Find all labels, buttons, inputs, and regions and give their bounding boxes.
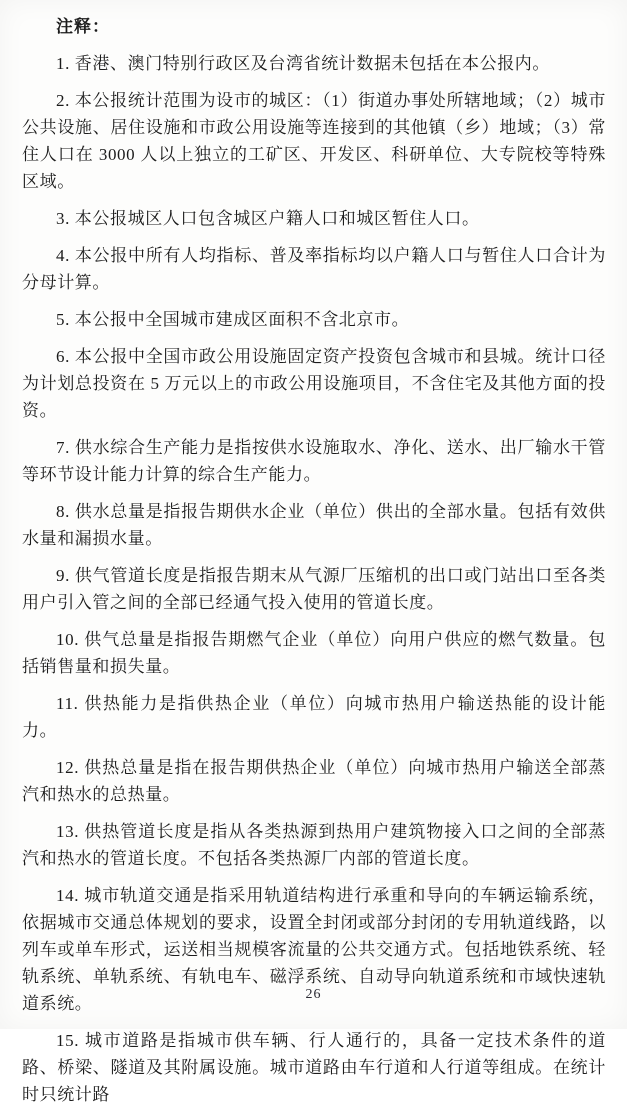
note-15: 15. 城市道路是指城市供车辆、行人通行的，具备一定技术条件的道路、桥梁、隧道及其附属设施。城市道路由车行道和人行道等组成。在统计时只统计路 (22, 1031, 606, 1104)
note-11: 11. 供热能力是指供热企业（单位）向城市热用户输送热能的设计能力。 (22, 694, 606, 740)
note-9: 9. 供气管道长度是指报告期末从气源厂压缩机的出口或门站出口至各类用户引入管之间的全部已经通气投入使用的管道长度。 (22, 566, 606, 612)
note-7: 7. 供水综合生产能力是指按供水设施取水、净化、送水、出厂输水干管等环节设计能力计算的综合生产能力。 (22, 438, 606, 484)
note-10: 10. 供气总量是指报告期燃气企业（单位）向用户供应的燃气数量。包括销售量和损失量。 (22, 630, 606, 676)
note-5: 5. 本公报中全国城市建成区面积不含北京市。 (56, 310, 410, 329)
note-8: 8. 供水总量是指报告期供水企业（单位）供出的全部水量。包括有效供水量和漏损水量。 (22, 502, 606, 548)
notes-section (22, 13, 606, 1108)
note-3: 3. 本公报城区人口包含城区户籍人口和城区暂住人口。 (56, 209, 480, 228)
note-12: 12. 供热总量是指在报告期供热企业（单位）向城市热用户输送全部蒸汽和热水的总热量。 (22, 758, 606, 804)
note-2: 2. 本公报统计范围为设市的城区：（1）街道办事处所辖地域；（2）城市公共设施、居住设施和市政公用设施等连接到的其他镇（乡）地域；（3）常住人口在 3000 人以上独立的工矿区、开发区、科研单位、大专院校等特殊区域。 (22, 91, 606, 191)
page-number: 26 (305, 987, 322, 1002)
note-6: 6. 本公报中全国市政公用设施固定资产投资包含城市和县城。统计口径为计划总投资在 5 万元以上的市政公用设施项目，不含住宅及其他方面的投资。 (22, 347, 606, 420)
note-13: 13. 供热管道长度是指从各类热源到热用户建筑物接入口之间的全部蒸汽和热水的管道长度。不包括各类热源厂内部的管道长度。 (22, 822, 606, 868)
note-14: 14. 城市轨道交通是指采用轨道结构进行承重和导向的车辆运输系统，依据城市交通总体规划的要求，设置全封闭或部分封闭的专用轨道线路，以列车或单车形式，运送相当规模客流量的公共交通方式。包括地铁系统、轻轨系统、单轨系统、有轨电车、磁浮系统、自动导向轨道系统和市域快速轨道系统。 (22, 886, 606, 1013)
note-1: 1. 香港、澳门特别行政区及台湾省统计数据未包括在本公报内。 (56, 54, 550, 73)
page-title: 注释： (56, 17, 110, 36)
note-4: 4. 本公报中所有人均指标、普及率指标均以户籍人口与暂住人口合计为分母计算。 (22, 246, 606, 292)
